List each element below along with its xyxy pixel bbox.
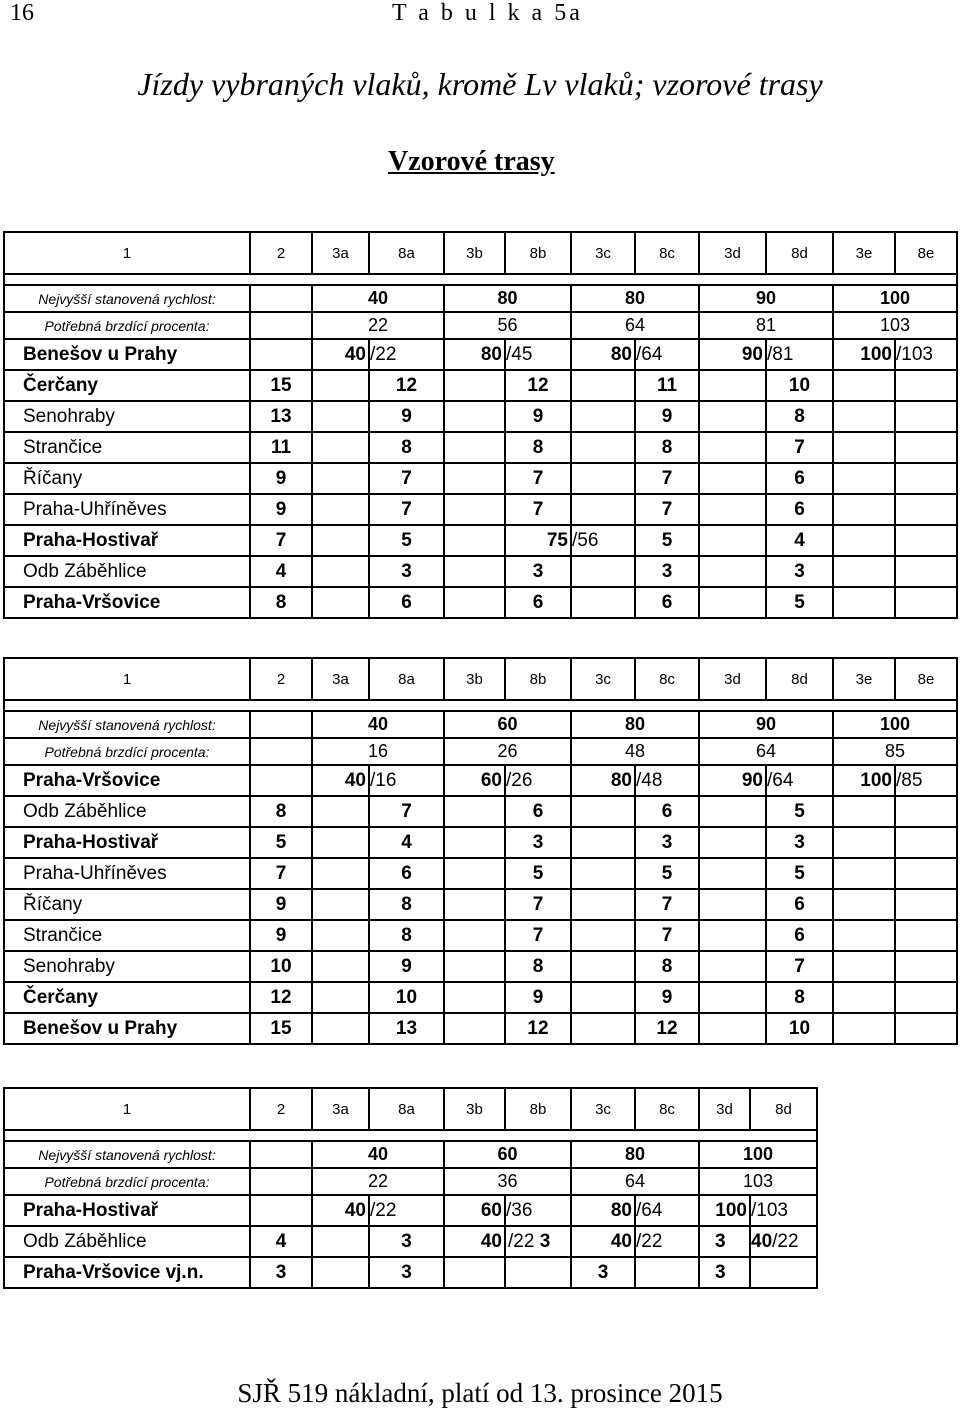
time-value: 3	[571, 1257, 635, 1288]
time-value: 3	[369, 1257, 444, 1288]
brake-value: 64	[571, 1168, 699, 1195]
time-value: 8	[635, 432, 699, 463]
time-value: 5	[505, 858, 571, 889]
station-row	[4, 1226, 817, 1257]
brake-value: 103	[699, 1168, 817, 1195]
brake-row	[4, 738, 957, 765]
time-value: 10	[766, 370, 833, 401]
speed-value: 60	[444, 1141, 571, 1168]
pair-brake: /45	[505, 339, 571, 370]
column-header: 3c	[571, 658, 635, 700]
station-name: Praha-Uhříněves	[4, 494, 250, 525]
brake-value: 56	[444, 312, 571, 339]
column-header: 8e	[895, 232, 957, 274]
station-row	[4, 827, 957, 858]
pair-speed: 40	[444, 1226, 505, 1257]
route-table-2	[3, 657, 958, 1045]
time-value: 7	[250, 858, 312, 889]
speed-label: Nejvyšší stanovená rychlost:	[4, 1141, 250, 1168]
time-value	[895, 463, 957, 494]
time-value: 3	[250, 1257, 312, 1288]
first-station-row	[4, 765, 957, 796]
time-value: 6	[505, 587, 571, 618]
column-header-row	[4, 1088, 817, 1130]
time-value: 7	[369, 796, 444, 827]
station-name: Praha-Vršovice vj.n.	[4, 1257, 250, 1288]
station-name: Strančice	[4, 432, 250, 463]
station-row	[4, 556, 957, 587]
time-value: 12	[250, 982, 312, 1013]
station-name: Praha-Hostivař	[4, 525, 250, 556]
station-name: Říčany	[4, 889, 250, 920]
speed-value: 100	[833, 285, 957, 312]
station-name: Čerčany	[4, 370, 250, 401]
time-value: 6	[766, 889, 833, 920]
time-value: 6	[369, 587, 444, 618]
station-row	[4, 1013, 957, 1044]
time-value: 7	[250, 525, 312, 556]
station-name: Benešov u Prahy	[4, 1013, 250, 1044]
time-value: 4	[369, 827, 444, 858]
column-header: 3a	[312, 658, 369, 700]
time-value: 7	[369, 463, 444, 494]
station-name: Senohraby	[4, 401, 250, 432]
pair-brake: /56	[571, 525, 635, 556]
station-row	[4, 432, 957, 463]
table-label: T a b u l k a 5a	[392, 0, 583, 26]
pair-brake: /22	[369, 1195, 444, 1226]
time-value: 10	[369, 982, 444, 1013]
station-row	[4, 858, 957, 889]
time-value: 8	[635, 951, 699, 982]
column-header: 2	[250, 1088, 312, 1130]
section-title: Vzorové trasy	[388, 146, 555, 177]
time-value: 5	[250, 827, 312, 858]
station-row	[4, 370, 957, 401]
column-header: 3b	[444, 658, 505, 700]
time-value: 8	[766, 982, 833, 1013]
pair-brake: /85	[895, 765, 957, 796]
time-value: 5	[766, 796, 833, 827]
column-header-row	[4, 232, 957, 274]
time-value	[895, 920, 957, 951]
speed-value: 80	[444, 285, 571, 312]
time-value	[895, 370, 957, 401]
time-value	[895, 951, 957, 982]
time-value: 8	[505, 432, 571, 463]
column-header: 8a	[369, 232, 444, 274]
column-header: 8a	[369, 1088, 444, 1130]
pair-speed: 60	[444, 1195, 505, 1226]
column-header-row	[4, 658, 957, 700]
pair-speed: 40	[571, 1226, 635, 1257]
time-value: 8	[250, 796, 312, 827]
column-header: 8e	[895, 658, 957, 700]
time-value: 4	[766, 525, 833, 556]
brake-label: Potřebná brzdící procenta:	[4, 738, 250, 765]
time-value	[895, 525, 957, 556]
station-name: Praha-Hostivař	[4, 1195, 250, 1226]
speed-value: 40	[312, 711, 444, 738]
time-value	[895, 982, 957, 1013]
time-value: 7	[635, 463, 699, 494]
column-header: 8c	[635, 232, 699, 274]
pair-brake: /36	[505, 1195, 571, 1226]
time-value: 7	[369, 494, 444, 525]
time-value: 8	[250, 587, 312, 618]
time-value: 5	[635, 525, 699, 556]
brake-value: 48	[571, 738, 699, 765]
column-header: 8d	[766, 232, 833, 274]
time-value: 6	[766, 494, 833, 525]
column-header: 8b	[505, 232, 571, 274]
pair-brake: /16	[369, 765, 444, 796]
time-value: 5	[369, 525, 444, 556]
pair-brake: /103	[750, 1195, 817, 1226]
column-header: 3d	[699, 658, 766, 700]
time-value	[895, 401, 957, 432]
station-name: Praha-Hostivař	[4, 827, 250, 858]
column-header: 8c	[635, 658, 699, 700]
time-value: 3	[505, 827, 571, 858]
time-value: 6	[766, 920, 833, 951]
pair-brake: /22	[635, 1226, 699, 1257]
time-value: 3	[699, 1257, 750, 1288]
time-value: 7	[505, 494, 571, 525]
pair-brake: /48	[635, 765, 699, 796]
time-value: 9	[369, 401, 444, 432]
time-value: 9	[250, 920, 312, 951]
pair-brake: /26	[505, 765, 571, 796]
time-value	[895, 858, 957, 889]
time-value: 15	[250, 370, 312, 401]
time-value: 11	[635, 370, 699, 401]
column-header: 1	[4, 1088, 250, 1130]
station-name: Říčany	[4, 463, 250, 494]
time-value: 3	[505, 556, 571, 587]
pair-speed: 40	[312, 765, 369, 796]
speed-value: 40	[312, 1141, 444, 1168]
time-value	[895, 827, 957, 858]
column-header: 8b	[505, 658, 571, 700]
speed-value: 100	[699, 1141, 817, 1168]
pair-speed: 40	[312, 339, 369, 370]
time-value: 7	[505, 463, 571, 494]
time-value	[895, 432, 957, 463]
column-header: 2	[250, 232, 312, 274]
speed-value: 80	[571, 711, 699, 738]
time-value: 6	[369, 858, 444, 889]
station-row	[4, 796, 957, 827]
pair-speed: 80	[571, 1195, 635, 1226]
time-value: 9	[505, 982, 571, 1013]
speed-value: 100	[833, 711, 957, 738]
time-value: 9	[250, 463, 312, 494]
route-table-3	[3, 1087, 818, 1289]
first-station-row	[4, 1195, 817, 1226]
brake-row	[4, 1168, 817, 1195]
time-value: 5	[766, 587, 833, 618]
time-value	[895, 494, 957, 525]
time-value: 7	[766, 432, 833, 463]
route-table-1	[3, 231, 958, 619]
column-header: 8b	[505, 1088, 571, 1130]
time-value	[895, 796, 957, 827]
speed-row	[4, 711, 957, 738]
pair-speed: 100	[833, 765, 895, 796]
time-value: 15	[250, 1013, 312, 1044]
column-header: 3a	[312, 1088, 369, 1130]
station-name: Odb Záběhlice	[4, 1226, 250, 1257]
time-value: 3	[635, 827, 699, 858]
pair-speed: 80	[571, 765, 635, 796]
time-value: 5	[635, 858, 699, 889]
pair-brake: /22	[369, 339, 444, 370]
speed-label: Nejvyšší stanovená rychlost:	[4, 711, 250, 738]
speed-value: 90	[699, 285, 833, 312]
time-value: 5	[766, 858, 833, 889]
station-row	[4, 982, 957, 1013]
pair-brake: /64	[635, 1195, 699, 1226]
station-row	[4, 494, 957, 525]
brake-value: 36	[444, 1168, 571, 1195]
time-value: 3	[699, 1226, 750, 1257]
time-value: 12	[635, 1013, 699, 1044]
speed-row	[4, 285, 957, 312]
brake-label: Potřebná brzdící procenta:	[4, 1168, 250, 1195]
column-header: 8a	[369, 658, 444, 700]
time-value: 3	[766, 556, 833, 587]
pair-speed: 100	[699, 1195, 750, 1226]
time-value: 8	[766, 401, 833, 432]
pair-speed: 90	[699, 339, 766, 370]
time-value	[895, 1013, 957, 1044]
pair-speed: 80	[444, 339, 505, 370]
speed-row	[4, 1141, 817, 1168]
column-header: 2	[250, 658, 312, 700]
time-value	[895, 587, 957, 618]
station-name: Čerčany	[4, 982, 250, 1013]
time-value: 7	[635, 889, 699, 920]
time-value: 6	[505, 796, 571, 827]
column-header: 3e	[833, 658, 895, 700]
brake-value: 64	[699, 738, 833, 765]
time-value: 3	[766, 827, 833, 858]
station-row	[4, 401, 957, 432]
speed-value: 90	[699, 711, 833, 738]
column-header: 3d	[699, 1088, 750, 1130]
brake-value: 16	[312, 738, 444, 765]
time-value: 9	[635, 401, 699, 432]
speed-value: 40	[312, 285, 444, 312]
brake-value: 85	[833, 738, 957, 765]
time-value: 7	[635, 920, 699, 951]
station-name: Odb Záběhlice	[4, 556, 250, 587]
time-value: 7	[635, 494, 699, 525]
station-name: Praha-Uhříněves	[4, 858, 250, 889]
column-header: 3b	[444, 232, 505, 274]
pair-brake: /103	[895, 339, 957, 370]
time-value: 6	[635, 587, 699, 618]
time-value: 8	[369, 920, 444, 951]
station-name: Odb Záběhlice	[4, 796, 250, 827]
time-value: 10	[250, 951, 312, 982]
time-value	[895, 889, 957, 920]
column-header: 3e	[833, 232, 895, 274]
time-value: 6	[635, 796, 699, 827]
speed-value: 60	[444, 711, 571, 738]
station-row	[4, 951, 957, 982]
pair-brake: /22 3	[505, 1226, 571, 1257]
brake-value: 81	[699, 312, 833, 339]
time-value: 9	[369, 951, 444, 982]
pair-value: 40/22	[750, 1226, 817, 1257]
speed-value: 80	[571, 285, 699, 312]
pair-speed: 100	[833, 339, 895, 370]
station-name: Senohraby	[4, 951, 250, 982]
time-value: 8	[369, 889, 444, 920]
column-header: 3a	[312, 232, 369, 274]
time-value: 9	[250, 494, 312, 525]
pair-speed: 40	[312, 1195, 369, 1226]
column-header: 3c	[571, 1088, 635, 1130]
time-value: 12	[505, 1013, 571, 1044]
column-header: 1	[4, 658, 250, 700]
time-value: 9	[635, 982, 699, 1013]
station-row	[4, 463, 957, 494]
time-value: 3	[635, 556, 699, 587]
column-header: 8d	[750, 1088, 817, 1130]
time-value: 13	[250, 401, 312, 432]
column-header: 8c	[635, 1088, 699, 1130]
column-header: 3d	[699, 232, 766, 274]
brake-row	[4, 312, 957, 339]
pair-brake: /64	[766, 765, 833, 796]
speed-label: Nejvyšší stanovená rychlost:	[4, 285, 250, 312]
pair-brake: /81	[766, 339, 833, 370]
time-value: 4	[250, 556, 312, 587]
time-value: 12	[505, 370, 571, 401]
pair-speed: 80	[571, 339, 635, 370]
speed-value: 80	[571, 1141, 699, 1168]
brake-value: 26	[444, 738, 571, 765]
brake-value: 103	[833, 312, 957, 339]
column-header: 3b	[444, 1088, 505, 1130]
time-value: 12	[369, 370, 444, 401]
station-name: Praha-Vršovice	[4, 765, 250, 796]
time-value: 10	[766, 1013, 833, 1044]
time-value: 9	[250, 889, 312, 920]
time-value: 7	[505, 889, 571, 920]
time-value: 7	[766, 951, 833, 982]
station-name: Strančice	[4, 920, 250, 951]
page-number: 16	[10, 0, 34, 26]
pair-speed: 90	[699, 765, 766, 796]
station-row	[4, 920, 957, 951]
footer-text: SJŘ 519 nákladní, platí od 13. prosince 2015	[237, 1378, 723, 1408]
time-value: 11	[250, 432, 312, 463]
brake-value: 22	[312, 1168, 444, 1195]
station-name: Praha-Vršovice	[4, 587, 250, 618]
time-value: 3	[369, 556, 444, 587]
column-header: 3c	[571, 232, 635, 274]
pair-speed: 75	[505, 525, 571, 556]
time-value: 3	[369, 1226, 444, 1257]
station-row	[4, 1257, 817, 1288]
station-row	[4, 525, 957, 556]
column-header: 8d	[766, 658, 833, 700]
time-value: 9	[505, 401, 571, 432]
brake-value: 64	[571, 312, 699, 339]
time-value: 6	[766, 463, 833, 494]
time-value: 8	[505, 951, 571, 982]
time-value: 7	[505, 920, 571, 951]
page-title: Jízdy vybraných vlaků, kromě Lv vlaků; vzorové trasy	[137, 66, 823, 102]
time-value: 8	[369, 432, 444, 463]
station-row	[4, 587, 957, 618]
time-value: 13	[369, 1013, 444, 1044]
time-value: 4	[250, 1226, 312, 1257]
station-name: Benešov u Prahy	[4, 339, 250, 370]
pair-speed: 60	[444, 765, 505, 796]
time-value	[895, 556, 957, 587]
brake-label: Potřebná brzdící procenta:	[4, 312, 250, 339]
pair-brake: /64	[635, 339, 699, 370]
station-row	[4, 889, 957, 920]
column-header: 1	[4, 232, 250, 274]
brake-value: 22	[312, 312, 444, 339]
first-station-row	[4, 339, 957, 370]
